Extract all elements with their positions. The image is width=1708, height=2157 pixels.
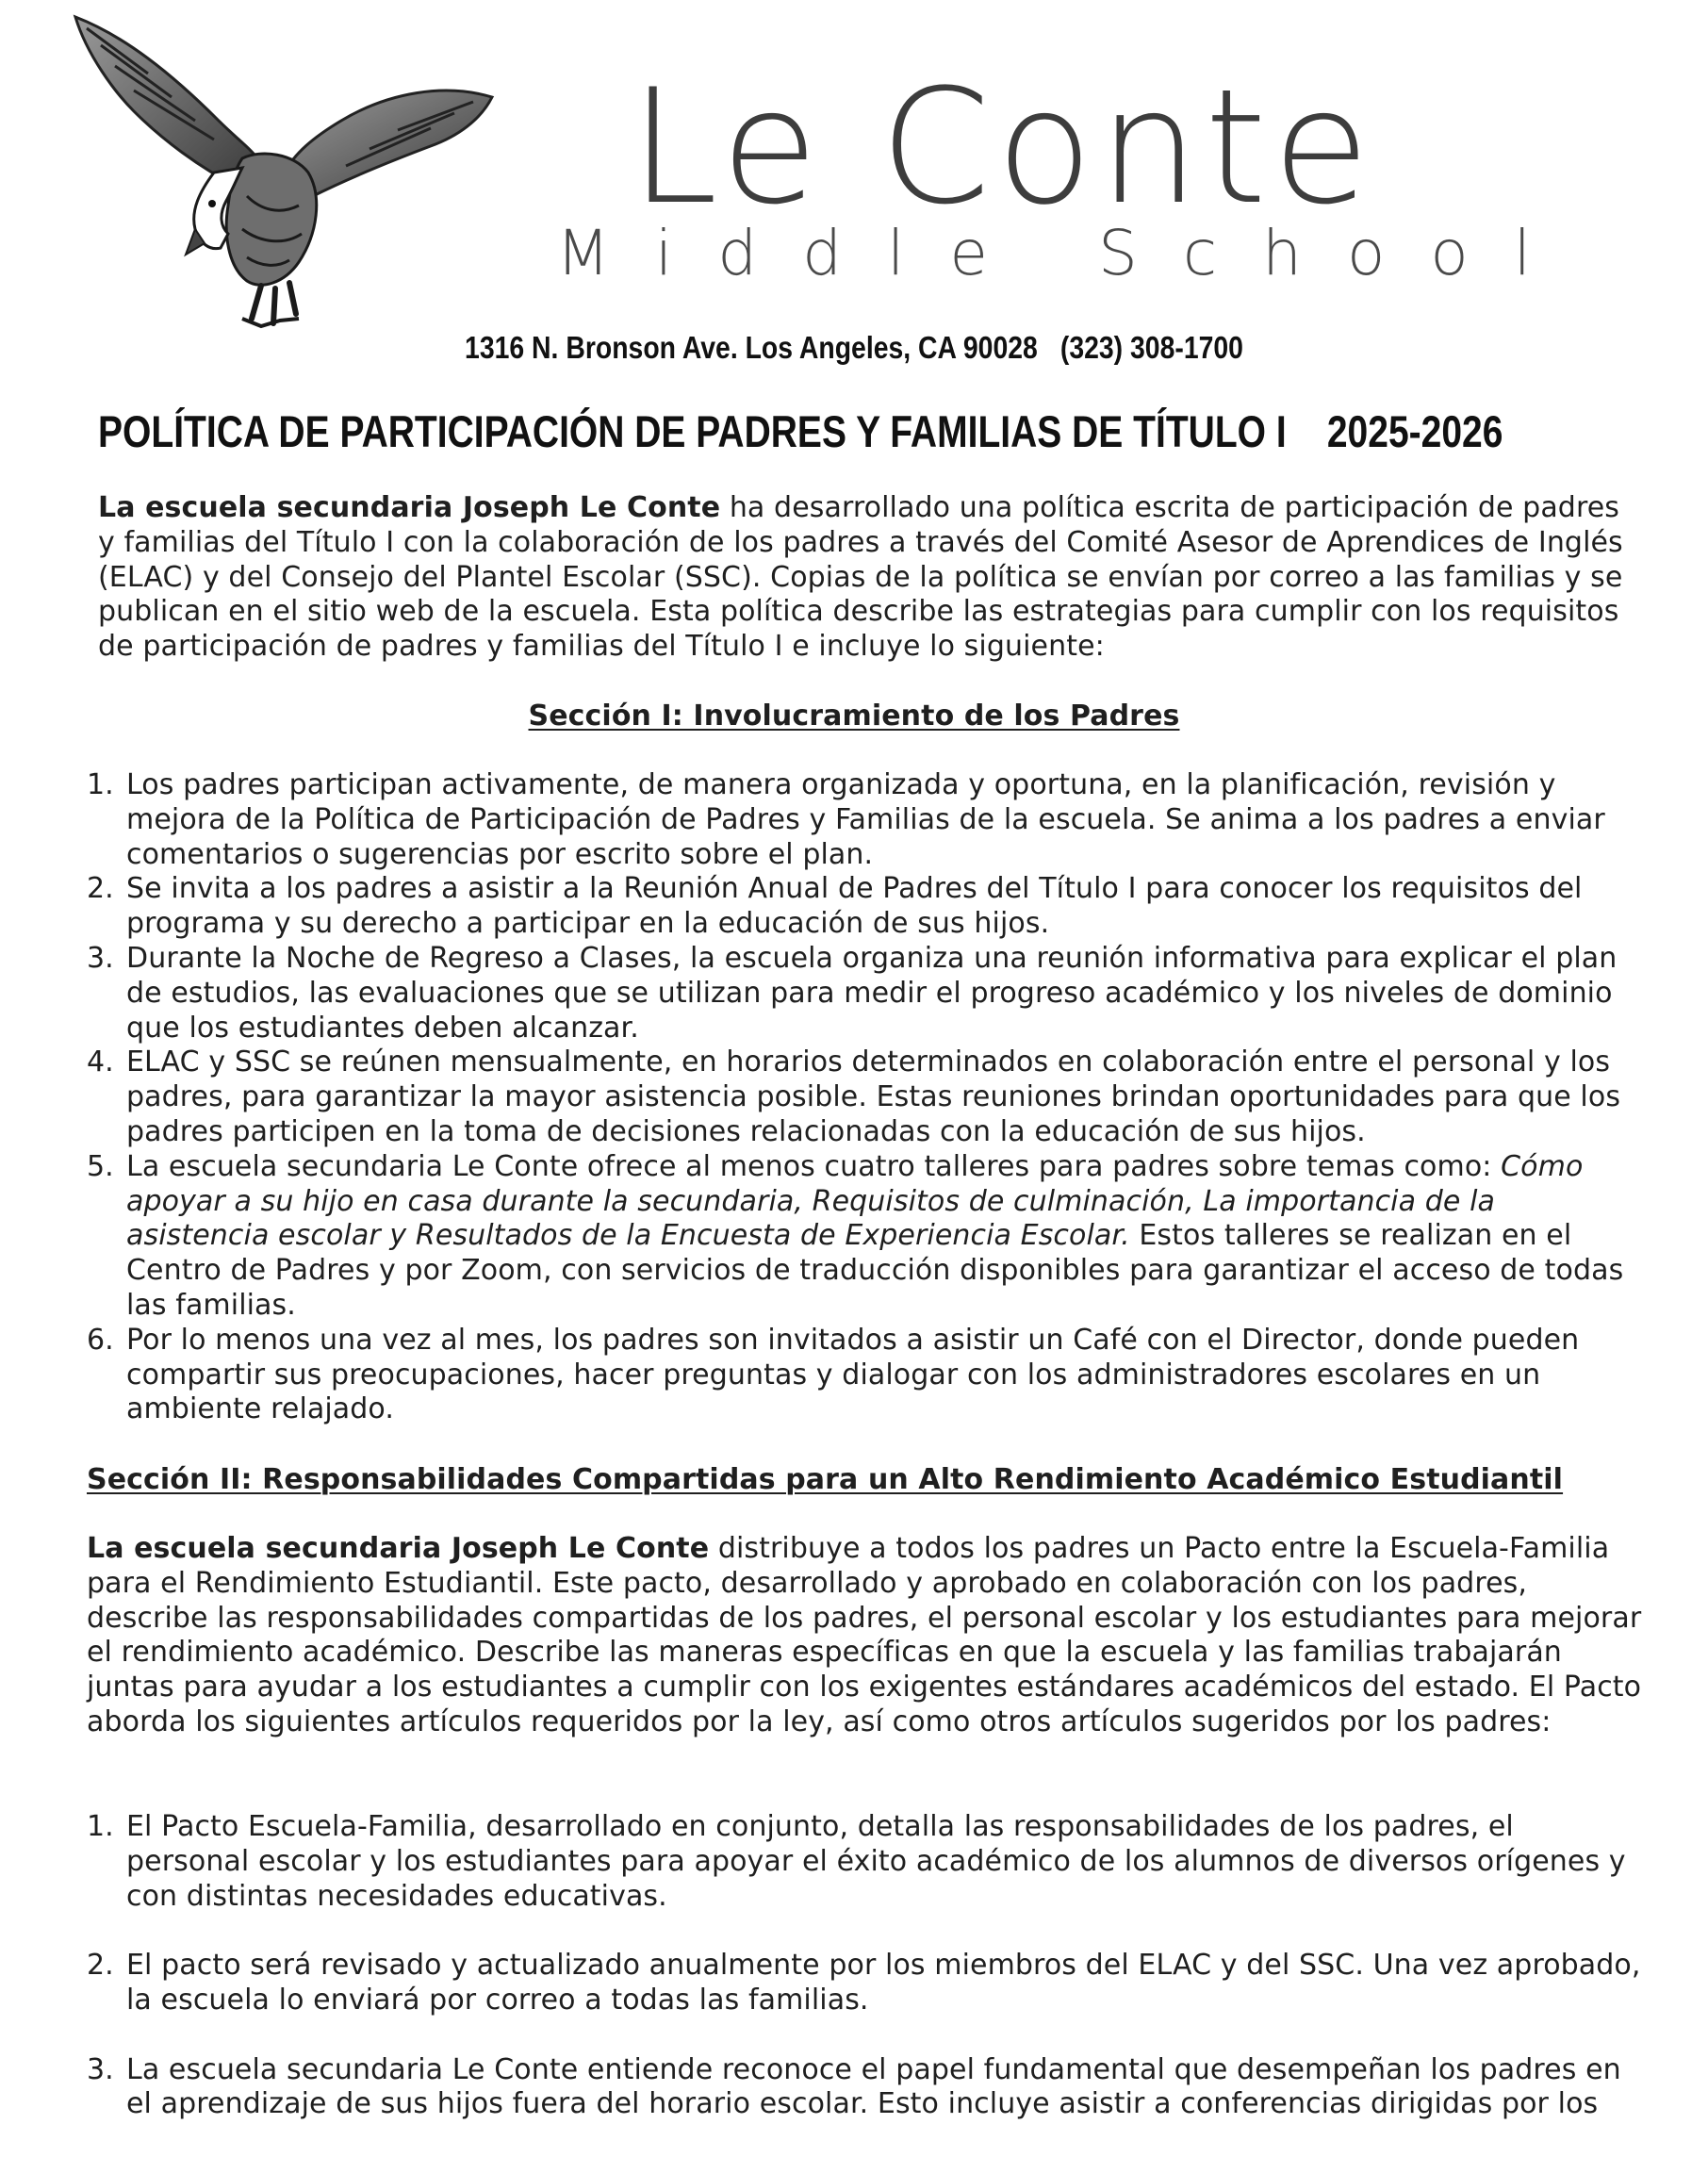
list-number: 3.: [87, 941, 114, 975]
list-item-text: Durante la Noche de Regreso a Clases, la escuela organiza una reunión informativa para explicar el plan de estudios, las evaluaciones que se utilizan para medir el progreso académico y los niveles de dominio que los estudiantes deben alcanzar.: [126, 941, 1618, 1045]
section2-bold-lead: La escuela secundaria Joseph Le Conte: [87, 1532, 710, 1565]
eagle-logo-icon: [58, 8, 501, 347]
list-number: 6.: [87, 1323, 114, 1357]
list-item: [87, 1324, 1642, 1427]
school-subtitle: Middle School: [556, 217, 1577, 289]
list-number: 1.: [87, 768, 114, 801]
list-item: [87, 1150, 1642, 1324]
list-item-text: ELAC y SSC se reúnen mensualmente, en horarios determinados en colaboración entre el personal y los padres, para garantizar la mayor asistencia posible. Estas reuniones brindan oportunidades para que los padres participen en la toma de decisiones relacionadas con la educación de sus hijos.: [126, 1046, 1621, 1148]
document-year: 2025-2026: [1326, 406, 1503, 456]
list-item: [87, 1810, 1642, 1914]
school-name: Le Conte: [630, 55, 1376, 239]
list-number: 1.: [87, 1810, 114, 1843]
list-item: [87, 942, 1642, 1046]
list-item-text-after: Estos talleres se realizan en el Centro de Padres y por Zoom, con servicios de traducción disponibles para garantizar el acceso de todas las familias.: [126, 1219, 1624, 1322]
list-item-text: El Pacto Escuela-Familia, desarrollado en conjunto, detalla las responsabilidades de los padres, el personal escolar y los estudiantes para apoyar el éxito académico de los alumnos de diversos orígenes y con distintas necesidades educativas.: [126, 1810, 1626, 1913]
list-item-text: Se invita a los padres a asistir a la Reunión Anual de Padres del Título I para conocer los requisitos del programa y su derecho a participar en la educación de sus hijos.: [126, 872, 1583, 941]
document-title: [98, 405, 1503, 457]
list-item-text: La escuela secundaria Le Conte ofrece al menos cuatro talleres para padres sobre temas como:: [126, 1149, 1502, 1183]
list-number: 4.: [87, 1046, 114, 1079]
section2-intro-text: distribuye a todos los padres un Pacto entre la Escuela-Familia para el Rendimiento Estudiantil. Este pacto, desarrollado y aprobado en colaboración con los padres, describe las responsabilidades compartidas de los padres, el personal escolar y los estudiantes para mejorar el rendimiento académico. Describe las maneras específicas en que la escuela y las familias trabajarán juntas para ayudar a los estudiantes a cumplir con los exigentes estándares académicos del estado. El Pacto aborda los siguientes artículos requeridos por la ley, así como otros artículos sugeridos por los padres:: [87, 1532, 1642, 1738]
list-item: [87, 1949, 1642, 2018]
list-item-text: El pacto será revisado y actualizado anualmente por los miembros del ELAC y del SSC. Una vez aprobado, la escuela lo enviará por correo a todas las familias.: [126, 1949, 1641, 2017]
list-item-text: Por lo menos una vez al mes, los padres son invitados a asistir un Café con el Director, donde pueden compartir sus preocupaciones, hacer preguntas y dialogar con los administradores escolares en un ambiente relajado.: [126, 1323, 1580, 1426]
list-item: [87, 2053, 1642, 2123]
section1-heading: Sección I: Involucramiento de los Padres: [528, 700, 1180, 733]
list-item: [87, 872, 1642, 942]
address-line: [120, 330, 1588, 366]
list-item-text: Los padres participan activamente, de manera organizada y oportuna, en la planificación, revisión y mejora de la Política de Participación de Padres y Familias de la escuela. Se anima a los padres a enviar comentarios o sugerencias por escrito sobre el plan.: [126, 768, 1605, 871]
list-item: [87, 1046, 1642, 1149]
section1-list: [87, 768, 1642, 1427]
intro-bold-lead: La escuela secundaria Joseph Le Conte: [98, 491, 721, 524]
school-address: 1316 N. Bronson Ave. Los Angeles, CA 90028: [465, 330, 1038, 365]
intro-paragraph: [98, 491, 1644, 665]
list-number: 3.: [87, 2052, 114, 2086]
workshop-topics: Cómo apoyar a su hijo en casa durante la secundaria, Requisitos de culminación, La importancia de la asistencia escolar y Resultados de la Encuesta de Experiencia Escolar.: [126, 1149, 1584, 1253]
school-phone: (323) 308-1700: [1059, 330, 1243, 365]
list-item: [87, 768, 1642, 872]
intro-text: ha desarrollado una política escrita de participación de padres y familias del Título I con la colaboración de los padres a través del Comité Asesor de Aprendices de Inglés (ELAC) y del Consejo del Plantel Escolar (SSC). Copias de la política se envían por correo a las familias y se publican en el sitio web de la escuela. Esta política describe las estrategias para cumplir con los requisitos de participación de padres y familias del Título I e incluye lo siguiente:: [98, 491, 1623, 664]
section2-heading: Sección II: Responsabilidades Compartidas para un Alto Rendimiento Académico Estudiantil: [87, 1463, 1564, 1496]
document-title-text: POLÍTICA DE PARTICIPACIÓN DE PADRES Y FAMILIAS DE TÍTULO I: [98, 406, 1287, 456]
list-number: 2.: [87, 872, 114, 906]
section2-intro-paragraph: [87, 1532, 1642, 1740]
list-number: 2.: [87, 1949, 114, 1983]
list-number: 5.: [87, 1149, 114, 1183]
list-item-text: La escuela secundaria Le Conte entiende reconoce el papel fundamental que desempeñan los padres en el aprendizaje de sus hijos fuera del horario escolar. Esto incluye asistir a conferencias dirigidas por los: [126, 2052, 1621, 2121]
section2-list: [87, 1810, 1642, 2157]
